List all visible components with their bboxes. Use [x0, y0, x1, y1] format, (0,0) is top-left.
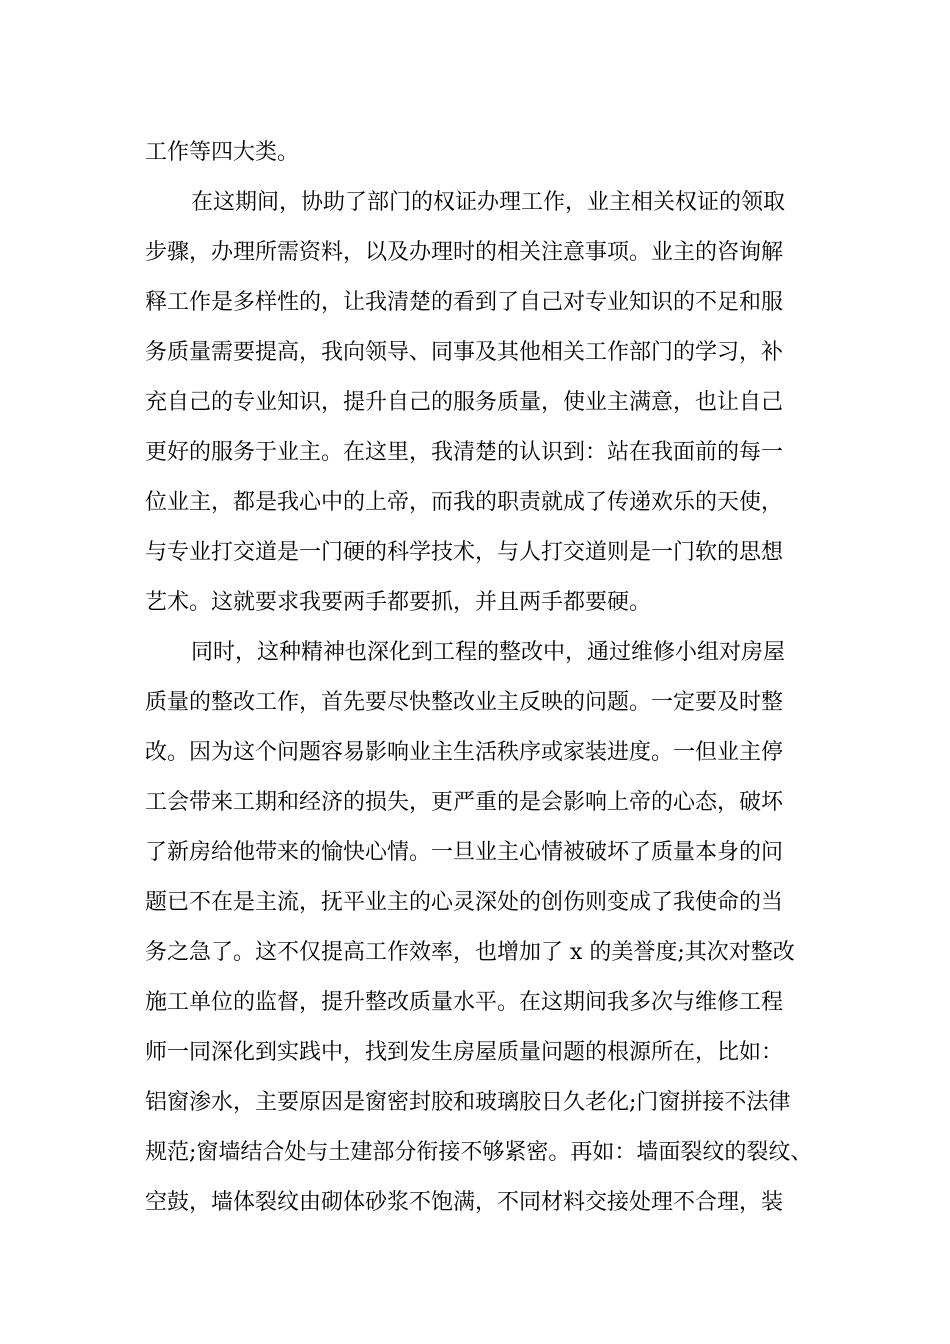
text-line: 师一同深化到实践中，找到发生房屋质量问题的根源所在，比如：	[145, 1040, 784, 1065]
text-line: 步骤，办理所需资料，以及办理时的相关注意事项。业主的咨询解	[145, 240, 784, 265]
text-line: 更好的服务于业主。在这里，我清楚的认识到：站在我面前的每一	[145, 440, 784, 465]
text-line: 工作等四大类。	[145, 140, 300, 165]
text-line: 改。因为这个问题容易影响业主生活秩序或家装进度。一但业主停	[145, 740, 784, 765]
document-body	[145, 128, 825, 1228]
text-line: 与专业打交道是一门硬的科学技术，与人打交道则是一门软的思想	[145, 540, 784, 565]
paragraph-start-line: 同时，这种精神也深化到工程的整改中，通过维修小组对房屋	[191, 640, 786, 665]
paragraph-start-line: 在这期间，协助了部门的权证办理工作，业主相关权证的领取	[191, 190, 786, 215]
text-line: 质量的整改工作，首先要尽快整改业主反映的问题。一定要及时整	[145, 690, 784, 715]
text-line: 题已不在是主流，抚平业主的心灵深处的创伤则变成了我使命的当	[145, 890, 784, 915]
text-line: 空鼓，墙体裂纹由砌体砂浆不饱满，不同材料交接处理不合理，装	[145, 1190, 784, 1215]
text-line: 释工作是多样性的，让我清楚的看到了自己对专业知识的不足和服	[145, 290, 784, 315]
text-line: 艺术。这就要求我要两手都要抓，并且两手都要硬。	[145, 590, 652, 615]
text-line: 工会带来工期和经济的损失，更严重的是会影响上帝的心态，破坏	[145, 790, 784, 815]
text-line: 务之急了。这不仅提高工作效率，也增加了 x 的美誉度;其次对整改	[145, 940, 795, 965]
text-line: 充自己的专业知识，提升自己的服务质量，使业主满意，也让自己	[145, 390, 784, 415]
text-line: 了新房给他带来的愉快心情。一旦业主心情被破坏了质量本身的问	[145, 840, 784, 865]
text-line: 位业主，都是我心中的上帝，而我的职责就成了传递欢乐的天使，	[145, 490, 784, 515]
text-line: 施工单位的监督，提升整改质量水平。在这期间我多次与维修工程	[145, 990, 784, 1015]
text-line: 规范;窗墙结合处与土建部分衔接不够紧密。再如：墙面裂纹的裂纹、	[145, 1140, 813, 1165]
text-line: 铝窗渗水，主要原因是窗密封胶和玻璃胶日久老化;门窗拼接不法律	[145, 1090, 791, 1115]
text-line: 务质量需要提高，我向领导、同事及其他相关工作部门的学习，补	[145, 340, 784, 365]
